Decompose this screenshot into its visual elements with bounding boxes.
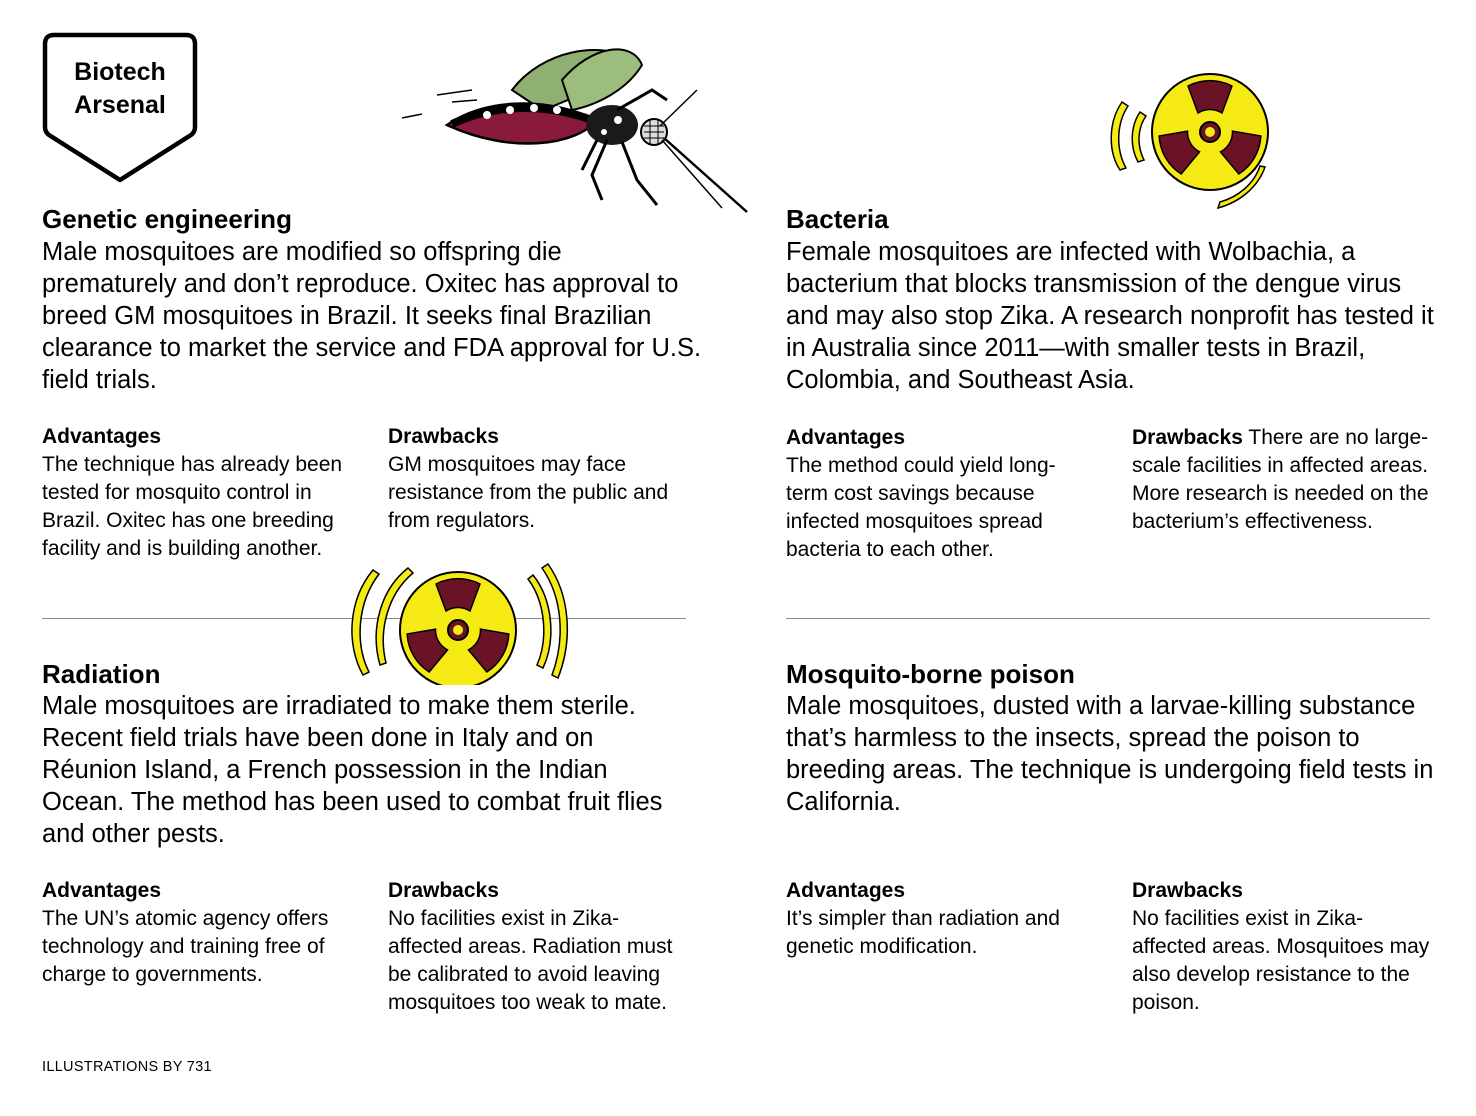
badge-label bbox=[42, 56, 198, 122]
badge-line-1: Biotech bbox=[74, 58, 166, 86]
radiation-drawbacks-title: Drawbacks bbox=[388, 879, 499, 902]
bacteria-advantages-body: The method could yield long-term cost savings because infected mosquitoes spread bacteria to each other. bbox=[786, 454, 1056, 561]
mosquito-illustration-icon bbox=[392, 40, 752, 220]
badge-line-2: Arsenal bbox=[74, 91, 166, 119]
right-divider bbox=[786, 618, 1430, 619]
poison-advantages-title: Advantages bbox=[786, 879, 906, 902]
genetic-advantages-title: Advantages bbox=[42, 425, 162, 448]
poison-title: Mosquito-borne poison bbox=[786, 659, 1075, 689]
radiation-advantages-body: The UN’s atomic agency offers technology and training free of charge to governments. bbox=[42, 907, 329, 986]
radiation-body: Male mosquitoes are irradiated to make them sterile. Recent field trials have been done in Italy and on Réunion Island, a French possession in the Indian Ocean. The method has been used to combat fruit flies and other pests. bbox=[42, 692, 663, 848]
bacteria-drawbacks-title: Drawbacks bbox=[1132, 426, 1243, 449]
bacteria-title: Bacteria bbox=[786, 204, 889, 234]
poison-drawbacks-body: No facilities exist in Zika-affected areas. Mosquitoes may also develop resistance to the poison. bbox=[1132, 907, 1430, 1014]
biotech-arsenal-badge bbox=[42, 32, 198, 184]
poison-drawbacks-title: Drawbacks bbox=[1132, 879, 1243, 902]
radiation-title: Radiation bbox=[42, 659, 161, 689]
genetic-title: Genetic engineering bbox=[42, 204, 292, 234]
bacteria-advantages-title: Advantages bbox=[786, 426, 906, 449]
genetic-body: Male mosquitoes are modified so offspring die prematurely and don’t reproduce. Oxitec has approval to breed GM mosquitoes in Brazil. It seeks final Brazilian clearance to market the service and FDA approval for U.S. field trials. bbox=[42, 238, 702, 394]
illustration-credit: ILLUSTRATIONS BY 731 bbox=[42, 1059, 212, 1075]
bacteria-drawbacks-body: There are no large-scale facilities in affected areas. More research is needed on the bacterium’s effectiveness. bbox=[1132, 426, 1429, 533]
genetic-drawbacks-body: GM mosquitoes may face resistance from the public and from regulators. bbox=[388, 453, 669, 532]
radiation-symbol-icon bbox=[338, 560, 573, 685]
bacteria-drawbacks bbox=[1132, 424, 1432, 536]
poison-body: Male mosquitoes, dusted with a larvae-killing substance that’s harmless to the insects, spread the poison to breeding areas. The technique is undergoing field tests in California. bbox=[786, 692, 1434, 816]
radiation-symbol-icon bbox=[1100, 72, 1285, 212]
radiation-drawbacks-body: No facilities exist in Zika-affected areas. Radiation must be calibrated to avoid leaving mosquitoes too weak to mate. bbox=[388, 907, 673, 1014]
radiation-advantages-title: Advantages bbox=[42, 879, 162, 902]
bacteria-body: Female mosquitoes are infected with Wolbachia, a bacterium that blocks transmission of the dengue virus and may also stop Zika. A research nonprofit has tested it in Australia since 2011—with smaller tests in Brazil, Colombia, and Southeast Asia. bbox=[786, 238, 1434, 394]
poison-advantages-body: It’s simpler than radiation and genetic modification. bbox=[786, 907, 1060, 958]
genetic-drawbacks-title: Drawbacks bbox=[388, 425, 499, 448]
genetic-advantages-body: The technique has already been tested for mosquito control in Brazil. Oxitec has one breeding facility and is building another. bbox=[42, 453, 343, 560]
